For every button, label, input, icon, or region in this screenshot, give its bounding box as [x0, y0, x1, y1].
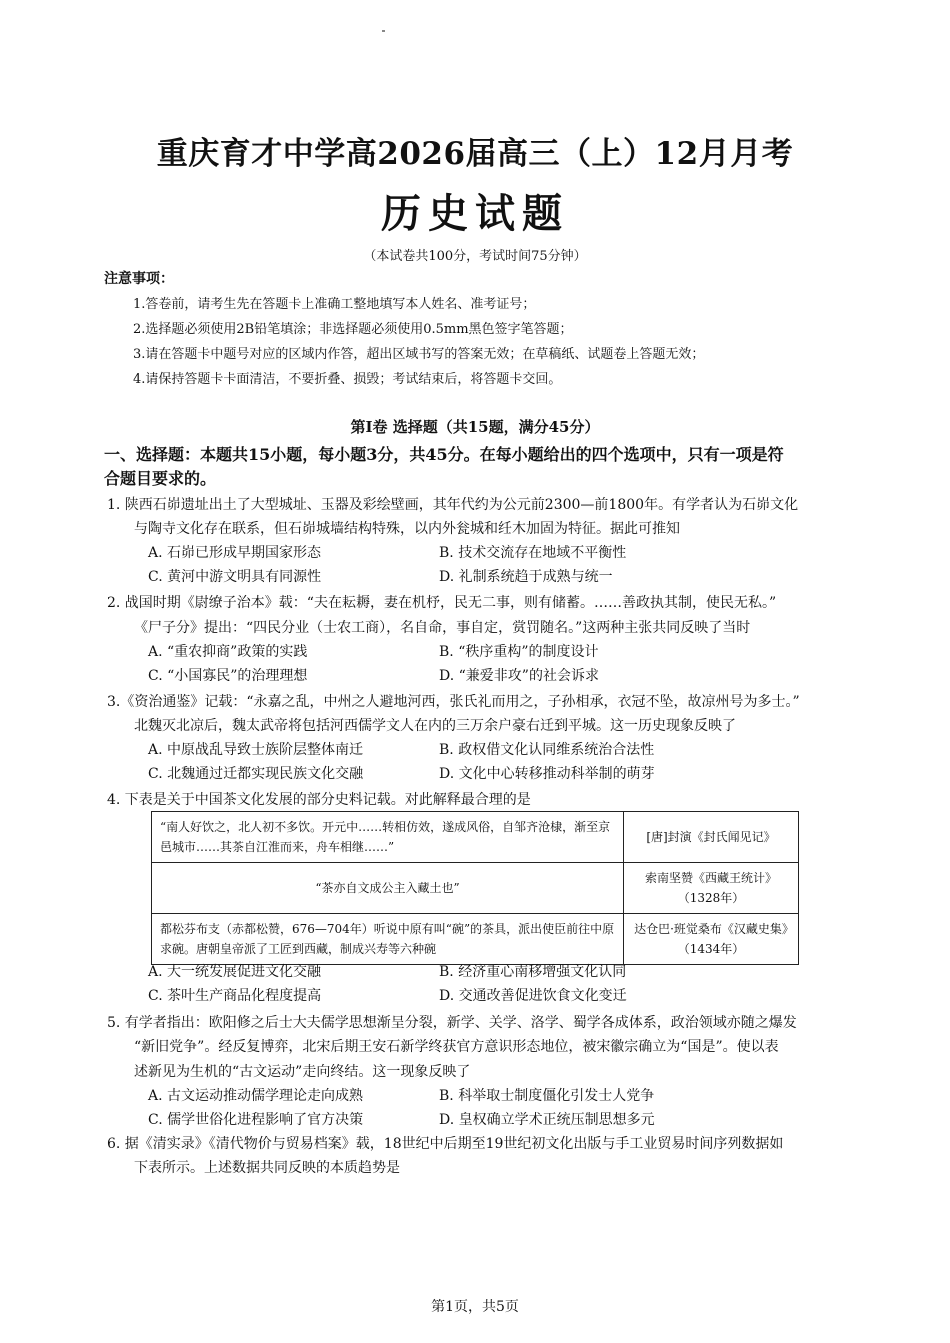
- question-5-option-b: B. 科举取士制度僵化引发士人党争: [439, 1088, 655, 1104]
- table-row: [152, 812, 799, 863]
- exam-info: （本试卷共100分，考试时间75分钟）: [363, 249, 587, 264]
- page-number: 第1页，共5页: [431, 1299, 519, 1315]
- question-3-stem: 北魏灭北凉后，魏太武帝将包括河西儒学文人在内的三万余户豪右迁到平城。这一历史现象反映了: [134, 718, 736, 734]
- question-4-stem: 4. 下表是关于中国茶文化发展的部分史料记载。对此解释最合理的是: [107, 792, 531, 808]
- section-heading-line: 一、选择题：本题共15小题，每小题3分，共45分。在每小题给出的四个选项中，只有一项是符: [104, 445, 784, 464]
- question-2-option-c: C. “小国寡民”的治理理想: [148, 668, 308, 684]
- question-4-option-a: A. 大一统发展促进文化交融: [148, 964, 322, 980]
- question-5-stem: “新旧党争”。经反复博弈，北宋后期王安石新学终获官方意识形态地位，被宋徽宗确立为“国是”。使以表: [134, 1039, 779, 1055]
- question-1-option-c: C. 黄河中游文明具有同源性: [148, 569, 322, 585]
- question-4-option-b: B. 经济重心南移增强文化认同: [439, 964, 627, 980]
- question-2-option-d: D. “兼爱非攻”的社会诉求: [439, 668, 599, 684]
- question-5-option-d: D. 皇权确立学术正统压制思想多元: [439, 1112, 655, 1128]
- table-cell-source: 索南坚赞《西藏王统计》（1328年）: [624, 863, 799, 914]
- question-5-option-c: C. 儒学世俗化进程影响了官方决策: [148, 1112, 364, 1128]
- question-4-option-c: C. 茶叶生产商品化程度提高: [148, 988, 322, 1004]
- table-cell-quote: 都松芬布支（赤都松赞，676—704年）听说中原有叫“碗”的茶具，派出使臣前往中原求碗。唐朝皇帝派了工匠到西藏，制成兴寿等六种碗: [152, 914, 624, 965]
- question-4-option-d: D. 交通改善促进饮食文化变迁: [439, 988, 627, 1004]
- question-2-option-a: A. “重农抑商”政策的实践: [148, 644, 308, 660]
- table-cell-quote: “南人好饮之，北人初不多饮。开元中……转相仿效，遂成风俗，自邹齐沧棣，渐至京邑城市……其茶自江淮而来，舟车相继……”: [152, 812, 624, 863]
- question-1-stem: 与陶寺文化存在联系，但石峁城墙结构特殊，以内外瓮城和纴木加固为特征。据此可推知: [134, 521, 680, 537]
- table-cell-quote: “茶亦自文成公主入藏土也”: [152, 863, 624, 914]
- scan-mark: [382, 30, 385, 32]
- question-3-option-a: A. 中原战乱导致士族阶层整体南迁: [148, 742, 364, 758]
- question-1-option-a: A. 石峁已形成早期国家形态: [148, 545, 322, 561]
- subject-title: 历史试题: [381, 190, 569, 237]
- exam-title: 重庆育才中学高2026届高三（上）12月月考: [156, 136, 794, 172]
- notice-heading: 注意事项：: [104, 271, 174, 287]
- question-1-stem: 1. 陕西石峁遗址出土了大型城址、玉器及彩绘壁画，其年代约为公元前2300—前1800年。有学者认为石峁文化: [107, 497, 799, 513]
- table-row: [152, 914, 799, 965]
- section-heading-line: 合题目要求的。: [104, 469, 217, 488]
- question-6-stem: 6. 据《清实录》《清代物价与贸易档案》载，18世纪中后期至19世纪初文化出版与手工业贸易时间序列数据如: [107, 1136, 784, 1152]
- table-cell-source: [唐]封演《封氏闻见记》: [624, 812, 799, 863]
- notice-item: 2.选择题必须使用2B铅笔填涂；非选择题必须使用0.5mm黑色签字笔答题；: [133, 322, 573, 337]
- question-1-option-b: B. 技术交流存在地域不平衡性: [439, 545, 627, 561]
- question-3-option-c: C. 北魏通过迁都实现民族文化交融: [148, 766, 364, 782]
- question-5-stem: 述新见为生机的“古文运动”走向终结。这一现象反映了: [134, 1064, 471, 1080]
- question-3-stem: 3.《资治通鉴》记载：“永嘉之乱，中州之人避地河西，张氏礼而用之，子孙相承，衣冠不坠，故凉州号为多士。”: [107, 694, 800, 710]
- question-6-stem: 下表所示。上述数据共同反映的本质趋势是: [134, 1160, 400, 1176]
- question-5-option-a: A. 古文运动推动儒学理论走向成熟: [148, 1088, 364, 1104]
- table-cell-source: 达仓巴·班觉桑布《汉藏史集》（1434年）: [624, 914, 799, 965]
- notice-item: 3.请在答题卡中题号对应的区域内作答，超出区域书写的答案无效；在草稿纸、试题卷上答题无效；: [133, 347, 705, 362]
- question-5-stem: 5. 有学者指出：欧阳修之后士大夫儒学思想渐呈分裂，新学、关学、洛学、蜀学各成体系，政治领域亦随之爆发: [107, 1015, 797, 1031]
- table-row: [152, 863, 799, 914]
- question-2-stem: 2. 战国时期《尉缭子治本》载：“夫在耘耨，妻在机杼，民无二事，则有储蓄。……善政执其制，使民无私。”: [107, 595, 777, 611]
- question-1-option-d: D. 礼制系统趋于成熟与统一: [439, 569, 613, 585]
- question-3-option-d: D. 文化中心转移推动科举制的萌芽: [439, 766, 655, 782]
- notice-item: 4.请保持答题卡卡面清洁，不要折叠、损毁；考试结束后，将答题卡交回。: [133, 372, 562, 387]
- question-2-option-b: B. “秩序重构”的制度设计: [439, 644, 599, 660]
- part-title: 第Ⅰ卷 选择题（共15题，满分45分）: [350, 418, 600, 436]
- notice-item: 1.答卷前，请考生先在答题卡上准确工整地填写本人姓名、准考证号；: [133, 297, 536, 312]
- question-4-source-table: [151, 811, 799, 965]
- question-3-option-b: B. 政权借文化认同维系统治合法性: [439, 742, 655, 758]
- question-2-stem: 《尸子分》提出：“四民分业（士农工商），名自命，事自定，赏罚随名。”这两种主张共同反映了当时: [134, 620, 751, 636]
